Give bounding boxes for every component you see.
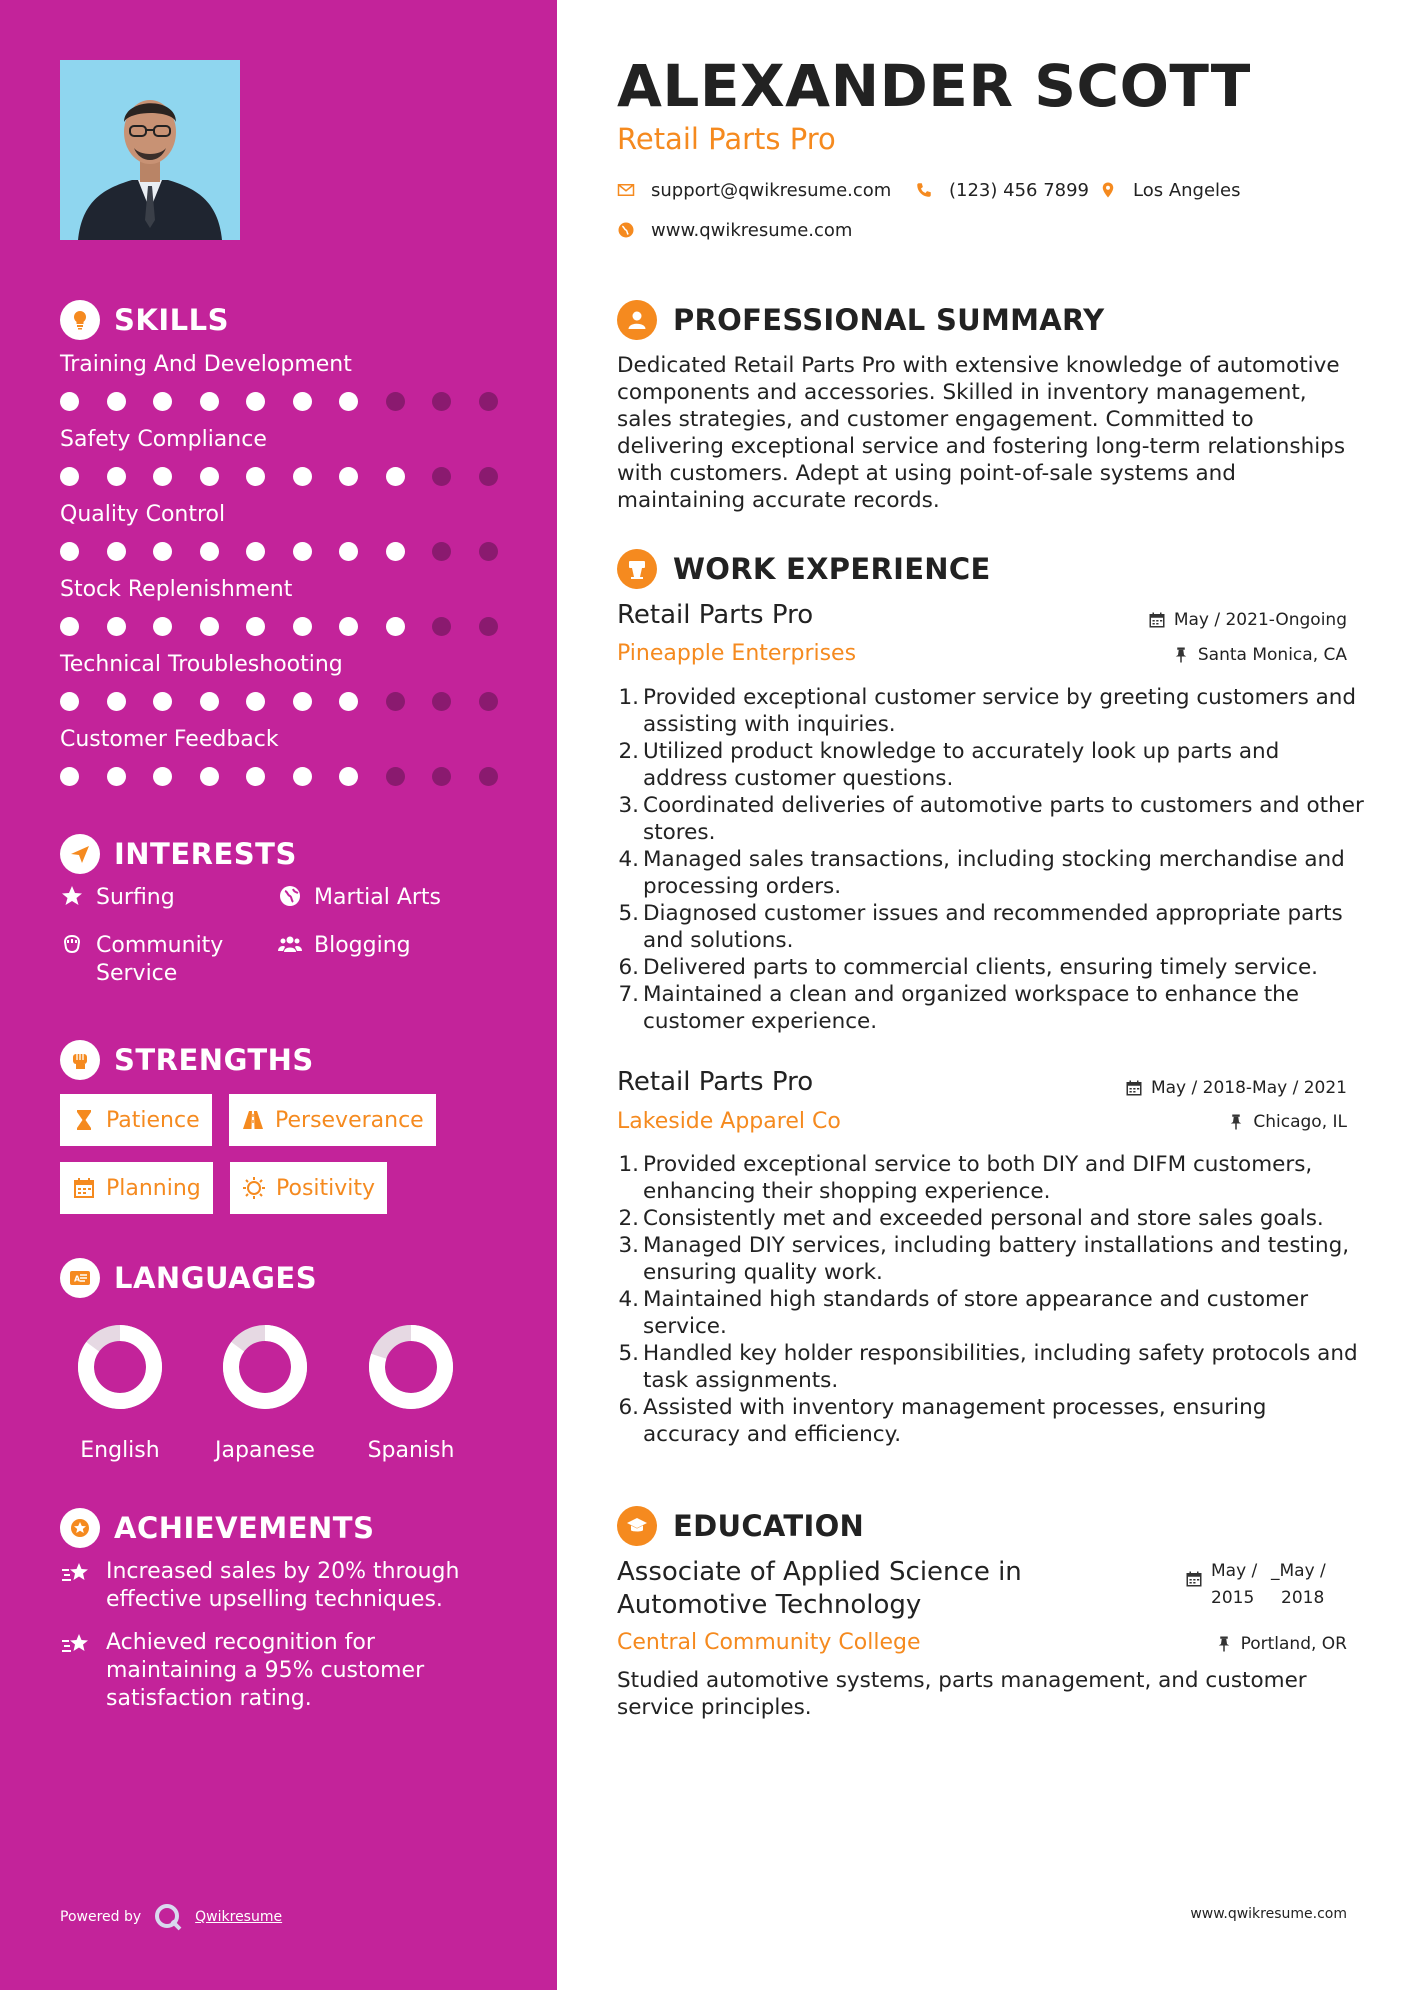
experience-heading-text: WORK EXPERIENCE [673, 552, 991, 586]
language-name: Japanese [215, 1438, 315, 1463]
skill-rating [60, 617, 500, 639]
achievements-heading [60, 1508, 374, 1548]
calendar-icon [1125, 1079, 1143, 1097]
duty-item [617, 1286, 1365, 1340]
person-portrait-image [60, 60, 240, 240]
location-text: Los Angeles [1133, 180, 1241, 201]
user-icon [617, 300, 657, 340]
duty-number: 6. [618, 955, 639, 980]
duty-item [617, 1340, 1365, 1394]
skill-dot-filled [60, 692, 79, 711]
education-heading [617, 1506, 864, 1546]
interest-label: Surfing [96, 885, 175, 910]
skill-dot-filled [246, 467, 265, 486]
skill-dot-empty [386, 767, 405, 786]
phone-icon [915, 181, 935, 201]
star-icon [60, 884, 86, 910]
skill-rating [60, 542, 500, 564]
contact-phone[interactable] [915, 180, 1089, 201]
duty-text: Handled key holder responsibilities, including safety protocols and task assignments. [643, 1341, 1358, 1393]
skill-dot-filled [153, 692, 172, 711]
skill-dot-filled [386, 467, 405, 486]
skill-dot-filled [293, 467, 312, 486]
fist-icon [60, 1040, 100, 1080]
sidebar [0, 0, 557, 1990]
sun-icon [242, 1176, 266, 1200]
duty-item [617, 981, 1365, 1035]
interest-community-service [60, 932, 260, 988]
job-duties-list [617, 684, 1365, 1035]
achievement-item [60, 1558, 490, 1614]
strength-label: Perseverance [275, 1107, 424, 1133]
job-location-text: Santa Monica, CA [1197, 645, 1347, 665]
skill-dot-filled [200, 467, 219, 486]
skill-dot-filled [153, 767, 172, 786]
email-text: support@qwikresume.com [651, 180, 892, 201]
interests-heading-text: INTERESTS [114, 837, 297, 871]
education-start [1211, 1558, 1271, 1612]
skill-dot-filled [246, 692, 265, 711]
education-location [1215, 1634, 1347, 1654]
duty-text: Managed DIY services, including battery installations and testing, ensuring quality work. [643, 1233, 1350, 1285]
lightbulb-icon [60, 300, 100, 340]
language-level-ring [75, 1322, 165, 1412]
candidate-name: ALEXANDER SCOTT [617, 52, 1251, 120]
candidate-title: Retail Parts Pro [617, 122, 836, 156]
strength-planning [60, 1162, 213, 1214]
skill-dot-filled [60, 467, 79, 486]
interests-heading [60, 834, 297, 874]
skill-name: Technical Troubleshooting [60, 652, 343, 677]
language-level-ring [220, 1322, 310, 1412]
profile-photo [60, 60, 240, 240]
duty-item [617, 1151, 1365, 1205]
job-dates-text: May / 2021-Ongoing [1173, 610, 1347, 630]
graduation-icon [617, 1506, 657, 1546]
summary-heading [617, 300, 1104, 340]
skill-item [60, 725, 500, 789]
powered-by-text: Powered by [60, 1909, 142, 1925]
duty-text: Provided exceptional service to both DIY and DIFM customers, enhancing their shopping experience. [643, 1152, 1313, 1204]
skill-dot-filled [293, 542, 312, 561]
svg-text:A: A [74, 1274, 81, 1284]
interest-martial-arts [278, 884, 441, 912]
skill-dot-filled [339, 767, 358, 786]
duty-text: Consistently met and exceeded personal and store sales goals. [643, 1206, 1324, 1231]
skill-dot-filled [200, 392, 219, 411]
skill-dot-empty [479, 467, 498, 486]
skill-dot-filled [153, 542, 172, 561]
language-name: Spanish [367, 1438, 455, 1463]
duty-number: 5. [618, 901, 639, 926]
strength-label: Positivity [276, 1175, 376, 1201]
hand-icon [60, 932, 86, 958]
skill-item [60, 650, 500, 714]
interest-label: Community Service [96, 933, 224, 986]
achievement-text: Increased sales by 20% through effective upselling techniques. [106, 1559, 460, 1612]
skill-rating [60, 692, 500, 714]
shooting-star-icon [60, 1629, 94, 1713]
strength-perseverance [229, 1094, 436, 1146]
envelope-icon [617, 181, 637, 201]
strengths-heading [60, 1040, 314, 1080]
pushpin-icon [1227, 1113, 1245, 1131]
duty-item [617, 1205, 1365, 1232]
skill-dot-empty [432, 767, 451, 786]
duty-text: Utilized product knowledge to accurately look up parts and address customer questions. [643, 739, 1280, 791]
skill-dot-filled [339, 542, 358, 561]
skill-dot-filled [200, 542, 219, 561]
main-content [557, 0, 1407, 1990]
job-company: Lakeside Apparel Co [617, 1109, 841, 1134]
footer-website-link[interactable]: www.qwikresume.com [1190, 1906, 1347, 1922]
interest-surfing [60, 884, 175, 912]
skill-dot-empty [386, 392, 405, 411]
skill-name: Quality Control [60, 502, 226, 527]
language-item [50, 1322, 190, 1463]
duty-item [617, 900, 1365, 954]
skill-item [60, 575, 500, 639]
education-heading-text: EDUCATION [673, 1509, 865, 1543]
skill-dot-empty [432, 542, 451, 561]
pushpin-icon [1172, 646, 1190, 664]
calendar-icon [72, 1176, 96, 1200]
skills-heading-text: SKILLS [114, 303, 229, 337]
skill-dot-filled [200, 767, 219, 786]
shooting-star-icon [60, 1558, 94, 1614]
skill-dot-filled [153, 392, 172, 411]
achievements-heading-text: ACHIEVEMENTS [114, 1511, 375, 1545]
calendar-icon [1185, 1570, 1203, 1588]
experience-heading [617, 549, 991, 589]
skill-dot-filled [339, 692, 358, 711]
language-item [195, 1322, 335, 1463]
achievement-text: Achieved recognition for maintaining a 95% customer satisfaction rating. [106, 1630, 425, 1711]
skill-dot-filled [153, 467, 172, 486]
skill-dot-filled [386, 542, 405, 561]
skill-dot-empty [479, 617, 498, 636]
duty-number: 7. [618, 982, 639, 1007]
duty-item [617, 954, 1365, 981]
strengths-heading-text: STRENGTHS [114, 1043, 314, 1077]
strength-label: Patience [106, 1107, 200, 1133]
phone-text: (123) 456 7899 [949, 180, 1090, 201]
skills-heading [60, 300, 229, 340]
interest-label: Martial Arts [314, 885, 442, 910]
skill-dot-empty [479, 392, 498, 411]
duty-item [617, 846, 1365, 900]
skill-dot-filled [107, 767, 126, 786]
language-level-ring [366, 1322, 456, 1412]
skill-dot-empty [432, 692, 451, 711]
skill-dot-filled [107, 617, 126, 636]
skill-dot-filled [107, 392, 126, 411]
duty-number: 4. [618, 847, 639, 872]
skill-dot-empty [479, 542, 498, 561]
education-school: Central Community College [617, 1630, 921, 1655]
skill-name: Stock Replenishment [60, 577, 293, 602]
duty-text: Assisted with inventory management processes, ensuring accuracy and efficiency. [643, 1395, 1267, 1447]
job-company: Pineapple Enterprises [617, 641, 857, 666]
skill-item [60, 425, 500, 489]
skill-dot-filled [339, 392, 358, 411]
skill-dot-filled [246, 767, 265, 786]
language-item [341, 1322, 481, 1463]
education-description: Studied automotive systems, parts management, and customer service principles. [617, 1668, 1307, 1720]
achievement-item [60, 1629, 490, 1713]
education-start-year: 2015 [1211, 1588, 1255, 1608]
job-role: Retail Parts Pro [617, 1067, 814, 1097]
education-end-year: 2018 [1281, 1588, 1325, 1608]
skill-rating [60, 392, 500, 414]
duty-number: 5. [618, 1341, 639, 1366]
qwikresume-logo-icon [153, 1902, 183, 1932]
skill-item [60, 500, 500, 564]
job-dates [1125, 1078, 1347, 1098]
pushpin-icon [1215, 1635, 1233, 1653]
duty-number: 2. [618, 1206, 639, 1231]
languages-heading-text: LANGUAGES [114, 1261, 318, 1295]
skill-dot-filled [293, 617, 312, 636]
skill-dot-filled [246, 392, 265, 411]
skill-dot-filled [60, 767, 79, 786]
contact-email[interactable] [617, 180, 891, 201]
road-icon [241, 1108, 265, 1132]
skill-dot-filled [60, 617, 79, 636]
globe-icon [617, 221, 637, 241]
paper-plane-icon [60, 834, 100, 874]
education-dates [1185, 1558, 1331, 1612]
duty-number: 1. [618, 685, 639, 710]
skill-dot-empty [479, 692, 498, 711]
skill-rating [60, 467, 500, 489]
podium-icon [617, 549, 657, 589]
skill-dot-filled [200, 692, 219, 711]
skill-dot-empty [432, 467, 451, 486]
duty-text: Provided exceptional customer service by greeting customers and assisting with inquiries. [643, 685, 1357, 737]
skill-dot-filled [60, 392, 79, 411]
hourglass-icon [72, 1108, 96, 1132]
skill-dot-filled [339, 617, 358, 636]
skill-name: Safety Compliance [60, 427, 267, 452]
website-text: www.qwikresume.com [651, 220, 853, 241]
duty-item [617, 1232, 1365, 1286]
qwikresume-link[interactable]: Qwikresume [195, 1909, 283, 1925]
summary-heading-text: PROFESSIONAL SUMMARY [673, 303, 1105, 337]
contact-website[interactable] [617, 220, 852, 241]
interest-blogging [278, 932, 411, 960]
skill-dot-filled [200, 617, 219, 636]
map-pin-icon [1099, 181, 1119, 201]
skill-dot-empty [479, 767, 498, 786]
skill-dot-filled [386, 617, 405, 636]
duty-number: 2. [618, 739, 639, 764]
education-degree: Associate of Applied Science in Automotive Technology [617, 1557, 1022, 1620]
skill-dot-empty [432, 392, 451, 411]
skill-dot-empty [386, 692, 405, 711]
job-location-text: Chicago, IL [1253, 1112, 1347, 1132]
duty-text: Maintained high standards of store appearance and customer service. [643, 1287, 1309, 1339]
skill-dot-filled [107, 542, 126, 561]
contact-location [1099, 180, 1241, 201]
strength-positivity [230, 1162, 387, 1214]
interest-label: Blogging [314, 933, 411, 958]
skill-dot-filled [293, 692, 312, 711]
skill-item [60, 350, 500, 414]
skill-dot-filled [246, 542, 265, 561]
strength-label: Planning [106, 1175, 201, 1201]
duty-number: 3. [618, 1233, 639, 1258]
duty-text: Coordinated deliveries of automotive parts to customers and other stores. [643, 793, 1364, 845]
language-name: English [80, 1438, 160, 1463]
job-location [1172, 645, 1347, 665]
duty-item [617, 684, 1365, 738]
duty-text: Managed sales transactions, including stocking merchandise and processing orders. [643, 847, 1345, 899]
education-end-month: _May / [1271, 1561, 1326, 1581]
users-icon [278, 932, 304, 958]
calendar-icon [1148, 611, 1166, 629]
skill-dot-filled [60, 542, 79, 561]
strength-patience [60, 1094, 212, 1146]
job-duties-list [617, 1151, 1365, 1448]
duty-item [617, 792, 1365, 846]
education-location-text: Portland, OR [1240, 1634, 1347, 1654]
language-card-icon [60, 1258, 100, 1298]
languages-heading [60, 1258, 317, 1298]
job-location [1227, 1112, 1347, 1132]
duty-number: 3. [618, 793, 639, 818]
powered-by [60, 1902, 282, 1932]
education-start-month: May / [1211, 1561, 1258, 1581]
skill-dot-filled [107, 692, 126, 711]
duty-text: Maintained a clean and organized workspace to enhance the customer experience. [643, 982, 1300, 1034]
skill-dot-filled [246, 617, 265, 636]
duty-text: Delivered parts to commercial clients, ensuring timely service. [643, 955, 1319, 980]
award-icon [60, 1508, 100, 1548]
duty-item [617, 738, 1365, 792]
job-dates [1148, 610, 1347, 630]
job-role: Retail Parts Pro [617, 600, 814, 630]
skill-name: Training And Development [60, 352, 352, 377]
duty-number: 4. [618, 1287, 639, 1312]
duty-number: 6. [618, 1395, 639, 1420]
skill-dot-filled [153, 617, 172, 636]
globe-icon [278, 884, 304, 910]
duty-text: Diagnosed customer issues and recommended appropriate parts and solutions. [643, 901, 1343, 953]
skill-rating [60, 767, 500, 789]
skill-dot-filled [339, 467, 358, 486]
skill-dot-filled [107, 467, 126, 486]
skill-name: Customer Feedback [60, 727, 279, 752]
skill-dot-filled [293, 392, 312, 411]
skill-dot-filled [293, 767, 312, 786]
duty-item [617, 1394, 1365, 1448]
education-end [1271, 1558, 1331, 1612]
duty-number: 1. [618, 1152, 639, 1177]
skill-dot-empty [432, 617, 451, 636]
summary-text: Dedicated Retail Parts Pro with extensive knowledge of automotive components and accessories. Skilled in inventory management, sales strategies, and customer engagement. Committed to delivering exceptional service and fostering long-term relationships with customers. Adept at using point-of-sale systems and maintaining accurate records. [617, 353, 1346, 513]
job-dates-text: May / 2018-May / 2021 [1150, 1078, 1347, 1098]
